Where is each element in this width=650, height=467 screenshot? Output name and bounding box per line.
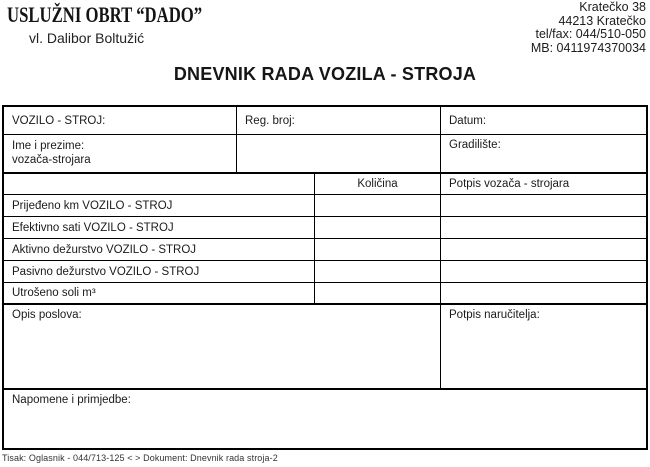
print-info-footer: Tisak: Oglasnik - 044/713-125 < > Dokument: Dnevnik rada stroja-2 [2,453,278,463]
metric-quantity-cell [315,239,441,260]
work-description-label: Opis poslova: [4,305,441,388]
vehicle-label: VOZILO - STROJ: [4,107,237,134]
metric-header-spacer [4,174,315,194]
row-work-description [4,305,646,390]
metric-signature-cell [441,261,646,282]
row-notes [4,390,646,448]
driver-name-label [4,135,237,172]
driver-name-label-line1: Ime i prezime: [12,140,85,152]
metric-signature-cell [441,217,646,238]
company-owner: vl. Dalibor Boltužić [29,30,145,46]
contact-telfax: tel/fax: 044/510-050 [535,27,646,41]
reg-number-label: Reg. broj: [237,107,441,134]
row-column-headers [4,174,646,195]
row-vehicle [4,107,646,135]
metric-signature-cell [441,283,646,303]
date-label: Datum: [449,114,487,127]
metric-label-active-standby: Aktivno dežurstvo VOZILO - STROJ [4,239,315,260]
metric-signature-cell [441,195,646,216]
reg-number-value-cell [237,135,441,172]
contact-city: 44213 Kratečko [558,13,646,28]
metric-quantity-cell [315,261,441,282]
contact-street: Kratečko 38 [579,0,646,14]
company-letterhead [7,2,264,46]
row-metric-km [4,195,646,217]
metric-quantity-cell [315,195,441,216]
metric-quantity-cell [315,217,441,238]
driver-signature-header: Potpis vozača - strojara [449,178,570,190]
row-driver-name [4,135,646,174]
quantity-header: Količina [315,174,441,194]
metric-label-effective-hours: Efektivno sati VOZILO - STROJ [4,217,315,238]
row-metric-salt-used [4,283,646,305]
metric-label-km: Prijeđeno km VOZILO - STROJ [4,195,315,216]
metric-label-passive-standby: Pasivno dežurstvo VOZILO - STROJ [4,261,315,282]
document-title: DNEVNIK RADA VOZILA - STROJA [173,64,477,84]
company-contact-block [531,1,646,55]
site-label: Gradilište: [449,139,501,151]
metric-quantity-cell [315,283,441,303]
metric-label-salt-used: Utrošeno soli m³ [4,283,315,303]
contact-mb: MB: 0411974370034 [530,40,646,55]
notes-label: Napomene i primjedbe: [12,394,131,406]
work-log-form-table [2,105,648,450]
company-name: USLUŽNI OBRT “DADO” [7,2,203,27]
row-metric-passive-standby [4,261,646,283]
row-metric-effective-hours [4,217,646,239]
driver-name-label-line2: vozača-strojara [12,154,91,166]
row-metric-active-standby [4,239,646,261]
client-signature-label: Potpis naručitelja: [449,309,540,321]
metric-signature-cell [441,239,646,260]
